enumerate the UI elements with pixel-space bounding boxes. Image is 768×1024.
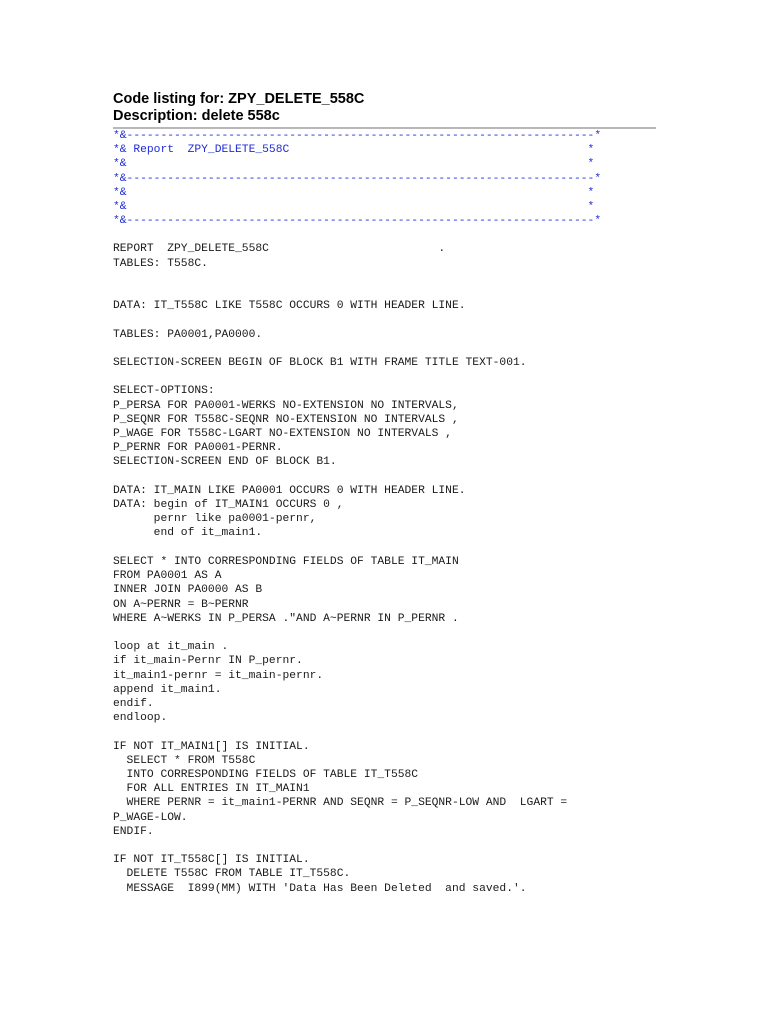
code-line: [113, 285, 673, 299]
code-line: FOR ALL ENTRIES IN IT_MAIN1: [113, 783, 310, 796]
listing-description: Description: delete 558c: [113, 108, 280, 124]
code-line: [113, 313, 673, 327]
code-line: [113, 370, 673, 384]
code-listing-page: [113, 91, 673, 896]
code-line: REPORT ZPY_DELETE_558C .: [113, 243, 446, 256]
code-line: SELECTION-SCREEN BEGIN OF BLOCK B1 WITH FRAME TITLE TEXT-001.: [113, 357, 527, 370]
header-comment-line: *& Report ZPY_DELETE_558C *: [113, 144, 595, 157]
header-comment-line: *&---------------------------------------------------------------------*: [113, 215, 602, 228]
code-line: SELECT * FROM T558C: [113, 754, 256, 767]
code-line: [113, 342, 673, 356]
code-line: [113, 839, 673, 853]
code-line: [113, 541, 673, 555]
code-line: [113, 626, 673, 640]
code-line: pernr like pa0001-pernr,: [113, 513, 317, 526]
header-comment-block: [113, 129, 673, 228]
header-comment-line: *& *: [113, 201, 595, 214]
code-line: SELECT * INTO CORRESPONDING FIELDS OF TABLE IT_MAIN: [113, 555, 459, 568]
code-body: [113, 242, 673, 895]
code-line: TABLES: T558C.: [113, 257, 208, 270]
code-line: P_PERNR FOR PA0001-PERNR.: [113, 442, 283, 455]
code-line: P_PERSA FOR PA0001-WERKS NO-EXTENSION NO INTERVALS,: [113, 399, 459, 412]
code-line: endloop.: [113, 712, 168, 725]
code-line: SELECT-OPTIONS:: [113, 385, 215, 398]
header-comment-line: *& *: [113, 158, 595, 171]
code-line: INTO CORRESPONDING FIELDS OF TABLE IT_T558C: [113, 768, 419, 781]
code-line: append it_main1.: [113, 683, 222, 696]
code-line: TABLES: PA0001,PA0000.: [113, 328, 263, 341]
code-line: DATA: IT_MAIN LIKE PA0001 OCCURS 0 WITH HEADER LINE.: [113, 484, 466, 497]
code-line: WHERE PERNR = it_main1-PERNR AND SEQNR = P_SEQNR-LOW AND LGART =: [113, 797, 568, 810]
code-line: MESSAGE I899(MM) WITH 'Data Has Been Deleted and saved.'.: [113, 882, 527, 895]
code-line: IF NOT IT_T558C[] IS INITIAL.: [113, 854, 310, 867]
code-line: if it_main-Pernr IN P_pernr.: [113, 655, 303, 668]
code-line: DATA: begin of IT_MAIN1 OCCURS 0 ,: [113, 499, 344, 512]
code-line: [113, 271, 673, 285]
code-line: it_main1-pernr = it_main-pernr.: [113, 669, 324, 682]
code-line: FROM PA0001 AS A: [113, 570, 222, 583]
code-line: [113, 470, 673, 484]
code-line: P_WAGE-LOW.: [113, 811, 188, 824]
header-comment-line: *& *: [113, 186, 595, 199]
header-comment-line: *&---------------------------------------------------------------------*: [113, 130, 602, 142]
code-line: INNER JOIN PA0000 AS B: [113, 584, 263, 597]
code-line: loop at it_main .: [113, 641, 229, 654]
code-line: end of it_main1.: [113, 527, 263, 540]
header-comment-line: *&---------------------------------------------------------------------*: [113, 172, 602, 185]
code-line: WHERE A~WERKS IN P_PERSA ."AND A~PERNR IN P_PERNR .: [113, 612, 459, 625]
code-line: DELETE T558C FROM TABLE IT_T558C.: [113, 868, 351, 881]
code-line: P_SEQNR FOR T558C-SEQNR NO-EXTENSION NO INTERVALS ,: [113, 413, 459, 426]
code-line: DATA: IT_T558C LIKE T558C OCCURS 0 WITH HEADER LINE.: [113, 300, 466, 313]
listing-title: Code listing for: ZPY_DELETE_558C: [113, 91, 365, 107]
code-line: IF NOT IT_MAIN1[] IS INITIAL.: [113, 740, 310, 753]
code-line: ENDIF.: [113, 825, 154, 838]
code-line: ON A~PERNR = B~PERNR: [113, 598, 249, 611]
code-line: P_WAGE FOR T558C-LGART NO-EXTENSION NO INTERVALS ,: [113, 428, 452, 441]
code-line: endif.: [113, 697, 154, 710]
code-line: SELECTION-SCREEN END OF BLOCK B1.: [113, 456, 337, 469]
code-line: [113, 725, 673, 739]
